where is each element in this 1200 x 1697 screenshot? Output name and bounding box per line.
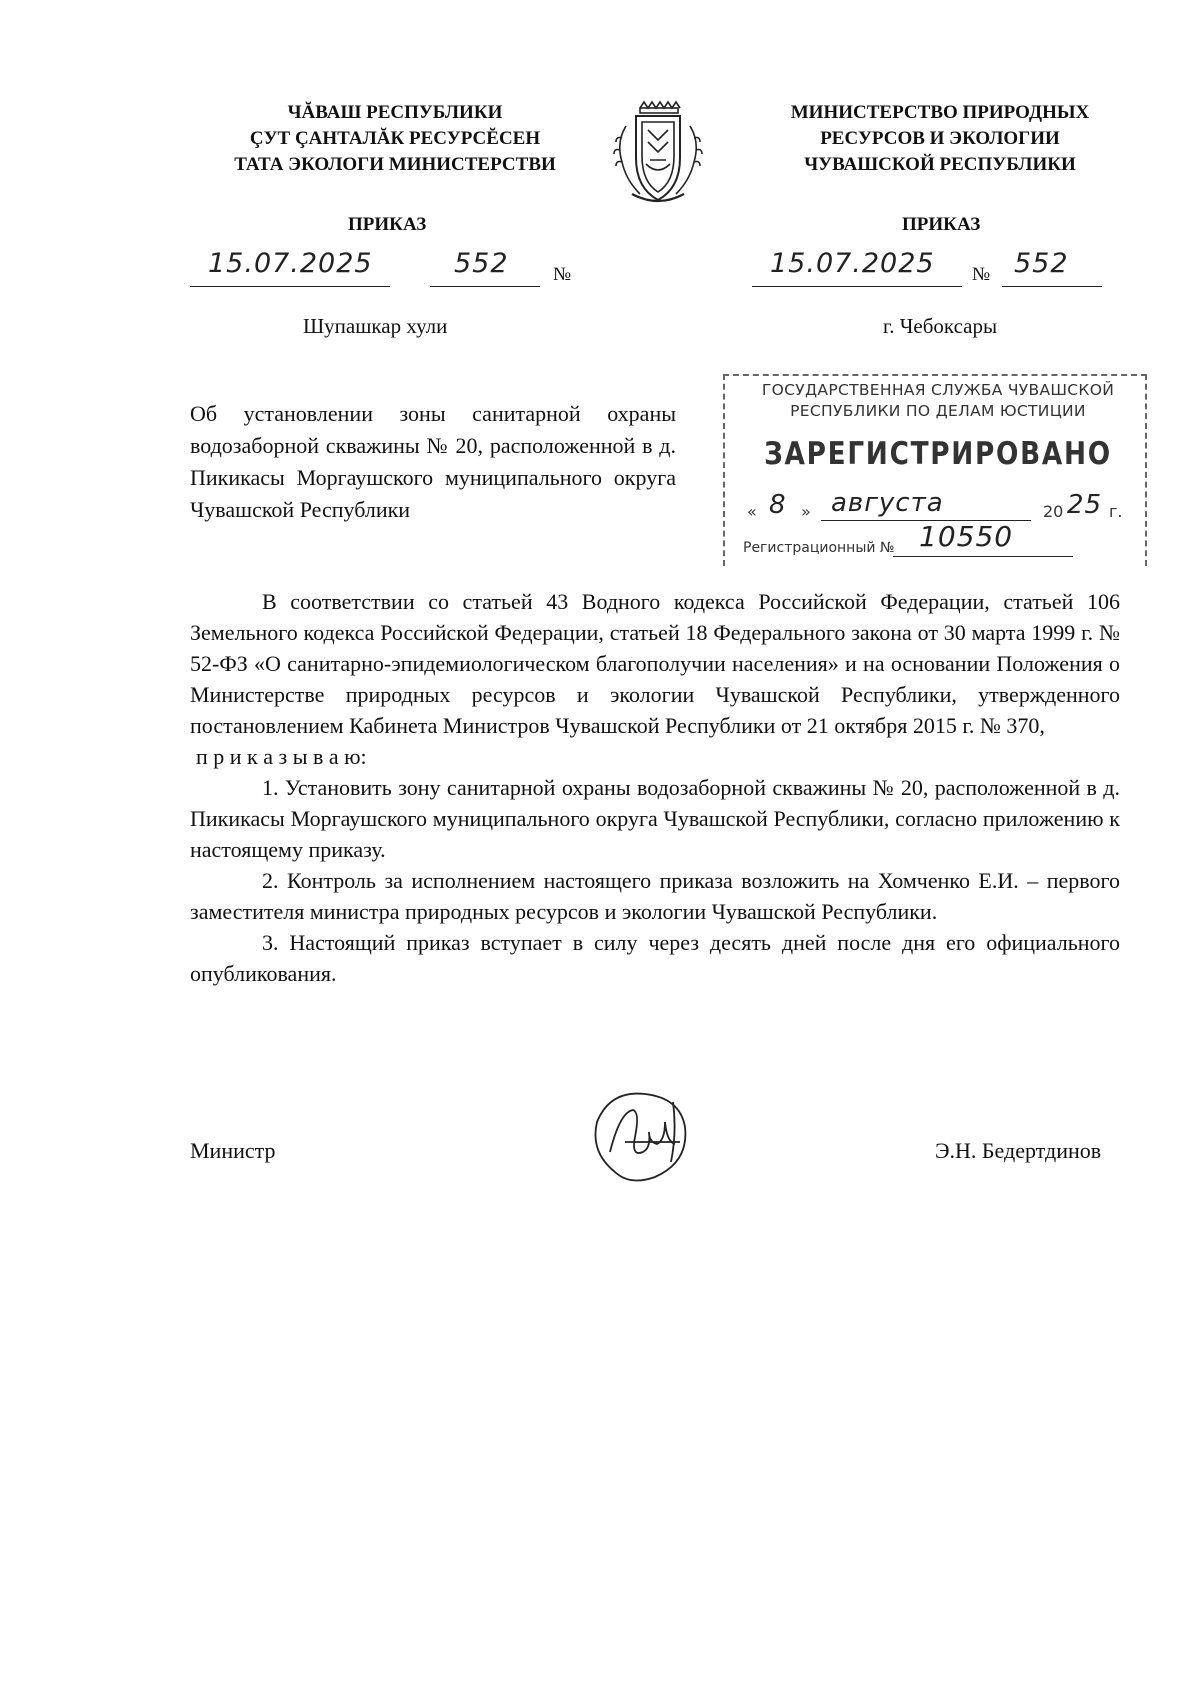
date-left: 15.07.2025 [208,248,373,279]
number-right-field [1002,248,1102,287]
stamp-status: ЗАРЕГИСТРИРОВАНО [764,436,1112,472]
place-right: г. Чебоксары [883,314,998,338]
preamble-paragraph: В соответствии со статьей 43 Водного кодекса Российской Федерации, статьей 106 Земельного кодекса Российской Федерации, статьей 18 Федерального закона от 30 марта 1999 г. № 52-ФЗ «О санитарно-эпидемиологическом благополучии населения» и на основании Положения о Министерстве природных ресурсов и экологии Чувашской Республики, утвержденного постановлением Кабинета Министров Чувашской Республики от 21 октября 2015 г. № 370, [190,589,1120,738]
stamp-reg-label: Регистрационный № [743,540,895,556]
signatory-position: Министр [190,1138,276,1163]
signatory-name: Э.Н. Бедертдинов [935,1138,1102,1163]
header-left-line1: ЧĂВАШ РЕСПУБЛИКИ [287,102,503,123]
place-left: Шупашкар хули [303,314,448,338]
stamp-year-suffix: 25 [1067,490,1103,520]
header-right [730,100,1150,178]
date-left-field [190,248,390,287]
header-right-line1: МИНИСТЕРСТВО ПРИРОДНЫХ [790,102,1090,123]
stamp-reg-number [743,520,1143,560]
stamp-reg-value: 10550 [919,520,1014,553]
chuvash-emblem [610,98,706,210]
document-body [190,586,1120,989]
date-right-field [752,248,962,287]
number-sign-left: № [553,264,572,285]
header-right-line3: ЧУВАШСКОЙ РЕСПУБЛИКИ [804,154,1076,175]
number-left: 552 [454,248,509,279]
header-right-line2: РЕСУРСОВ И ЭКОЛОГИИ [820,128,1060,149]
signature-scribble [585,1082,705,1192]
header-left-line3: ТАТА ЭКОЛОГИ МИНИСТЕРСТВИ [234,154,556,175]
stamp-month: августа [831,488,944,518]
stamp-year-prefix: 20 [1043,502,1064,521]
number-right: 552 [1014,248,1069,279]
order-item-1: 1. Установить зону санитарной охраны водозаборной скважины № 20, расположенной в д. Пикикасы Моргаушского муниципального округа Чувашской Республики, согласно приложению к настоящему приказу. [190,775,1120,862]
stamp-day: 8 [769,490,787,520]
stamp-org-line2: РЕСПУБЛИКИ ПО ДЕЛАМ ЮСТИЦИИ [790,402,1086,420]
order-word: п р и к а з ы в а ю: [196,744,367,769]
number-sign-right: № [972,264,991,285]
number-left-field [430,248,540,287]
order-item-2: 2. Контроль за исполнением настоящего приказа возложить на Хомченко Е.И. – первого заместителя министра природных ресурсов и экологии Чувашской Республики. [190,868,1120,924]
header-left [190,100,600,178]
header-left-line2: ÇУТ ÇАНТАЛĂК РЕСУРСĔСЕН [249,128,541,149]
registration-stamp [723,374,1153,564]
order-item-3: 3. Настоящий приказ вступает в силу через десять дней после дня его официального опубликования. [190,930,1120,986]
stamp-year-unit: г. [1109,502,1123,521]
stamp-org [733,380,1143,422]
stamp-org-line1: ГОСУДАРСТВЕННАЯ СЛУЖБА ЧУВАШСКОЙ [761,381,1115,399]
stamp-quote-open: « [747,502,757,521]
document-title: Об установлении зоны санитарной охраны водозаборной скважины № 20, расположенной в д. Пикикасы Моргаушского муниципального округа Чувашской Республики [190,401,676,522]
date-right: 15.07.2025 [770,248,935,279]
doc-type-left: ПРИКАЗ [348,214,427,235]
stamp-quote-close: » [801,502,811,521]
doc-type-right: ПРИКАЗ [902,214,981,235]
